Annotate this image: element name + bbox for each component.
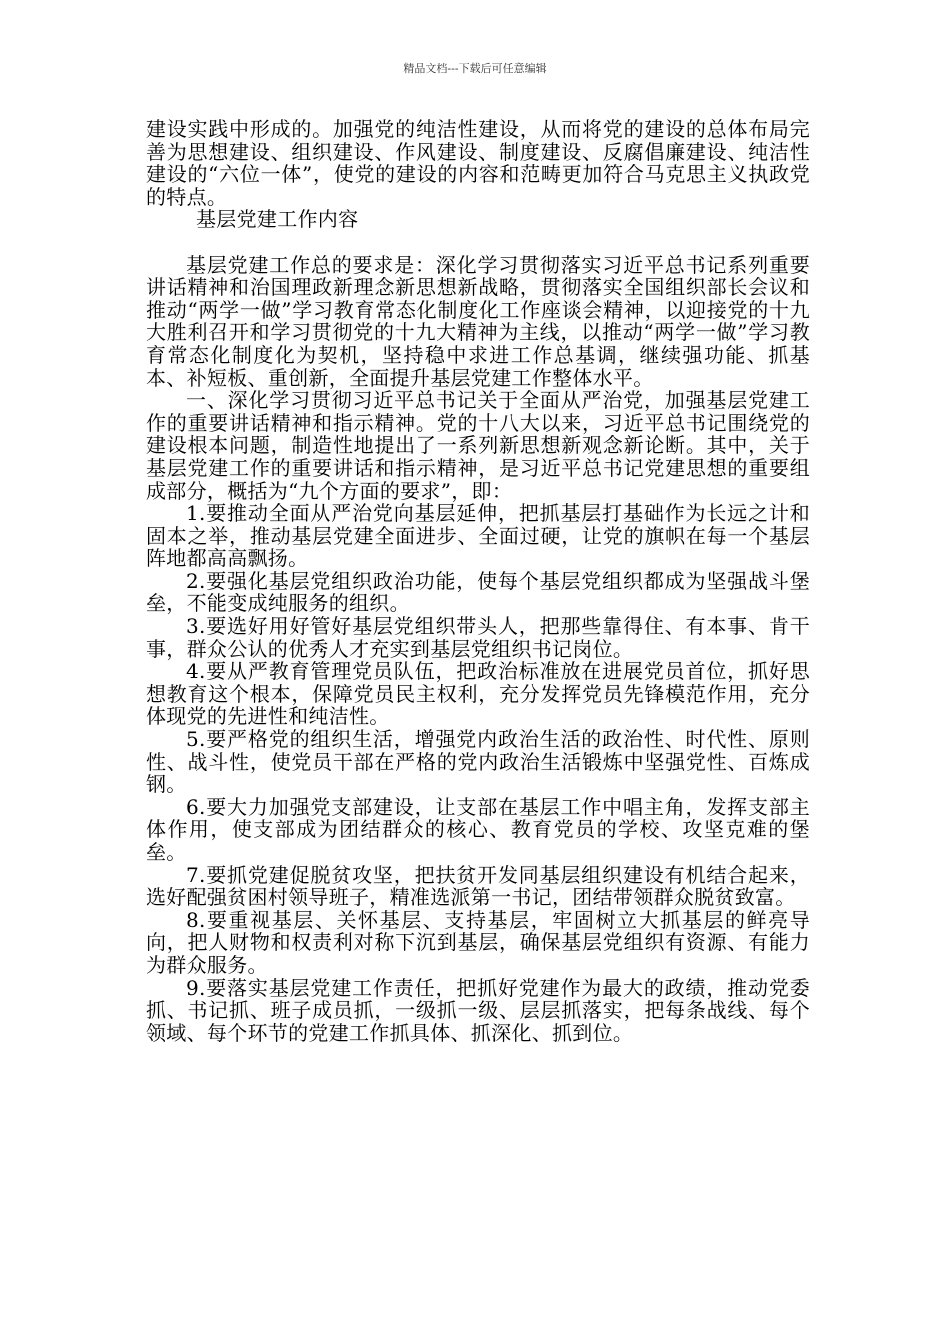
list-item-2: 2.要强化基层党组织政治功能，使每个基层党组织都成为坚强战斗堡垒，不能变成纯服务的组织。	[146, 568, 810, 616]
list-item-7: 7.要抓党建促脱贫攻坚，把扶贫开发同基层组织建设有机结合起来，选好配强贫困村领导班子，精准选派第一书记，团结带领群众脱贫致富。	[146, 862, 810, 910]
list-item-8: 8.要重视基层、关怀基层、支持基层，牢固树立大抓基层的鲜亮导向，把人财物和权责利对称下沉到基层，确保基层党组织有资源、有能力为群众服务。	[146, 907, 810, 977]
document-body	[146, 118, 810, 1044]
list-item-3: 3.要选好用好管好基层党组织带头人，把那些靠得住、有本事、肯干事，群众公认的优秀人才充实到基层党组织书记岗位。	[146, 614, 810, 661]
intro-paragraph: 建设实践中形成的。加强党的纯洁性建设，从而将党的建设的总体布局完善为思想建设、组织建设、作风建设、制度建设、反腐倡廉建设、纯洁性建设的“六位一体”，使党的建设的内容和范畴更加符合马克思主义执政党的特点。	[146, 117, 810, 209]
list-item-5: 5.要严格党的组织生活，增强党内政治生活的政治性、时代性、原则性、战斗性，使党员干部在严格的党内政治生活锻炼中坚强党性、百炼成钢。	[146, 727, 810, 797]
list-item-9: 9.要落实基层党建工作责任，把抓好党建作为最大的政绩，推动党委抓、书记抓、班子成员抓，一级抓一级、层层抓落实，把每条战线、每个领域、每个环节的党建工作抓具体、抓深化、抓到位。	[146, 975, 810, 1045]
part-one-paragraph: 一、深化学习贯彻习近平总书记关于全面从严治党，加强基层党建工作的重要讲话精神和指示精神。党的十八大以来，习近平总书记围绕党的建设根本问题，制造性地提出了一系列新思想新观念新论断。其中，关于基层党建工作的重要讲话和指示精神，是习近平总书记党建思想的重要组成部分，概括为“九个方面的要求”，即：	[146, 388, 810, 503]
blank-line	[146, 231, 810, 254]
list-item-1: 1.要推动全面从严治党向基层延伸，把抓基层打基础作为长远之计和固本之举，推动基层党建全面进步、全面过硬，让党的旗帜在每一个基层阵地都高高飘扬。	[146, 501, 810, 571]
section-title: 基层党建工作内容	[196, 207, 359, 232]
page-header: 精品文档---下载后可任意编辑	[403, 62, 547, 75]
requirement-paragraph: 基层党建工作总的要求是：深化学习贯彻落实习近平总书记系列重要讲话精神和治国理政新理念新思想新战略，贯彻落实全国组织部长会议和推动“两学一做”学习教育常态化制度化工作座谈会精神，以迎接党的十九大胜利召开和学习贯彻党的十九大精神为主线，以推动“两学一做”学习教育常态化制度化为契机，坚持稳中求进工作总基调，继续强功能、抓基本、补短板、重创新，全面提升基层党建工作整体水平。	[146, 252, 810, 390]
list-item-4: 4.要从严教育管理党员队伍，把政治标准放在进展党员首位，抓好思想教育这个根本，保障党员民主权利，充分发挥党员先锋模范作用，充分体现党的先进性和纯洁性。	[146, 659, 810, 729]
list-item-6: 6.要大力加强党支部建设，让支部在基层工作中唱主角，发挥支部主体作用，使支部成为团结群众的核心、教育党员的学校、攻坚克难的堡垒。	[146, 794, 810, 864]
